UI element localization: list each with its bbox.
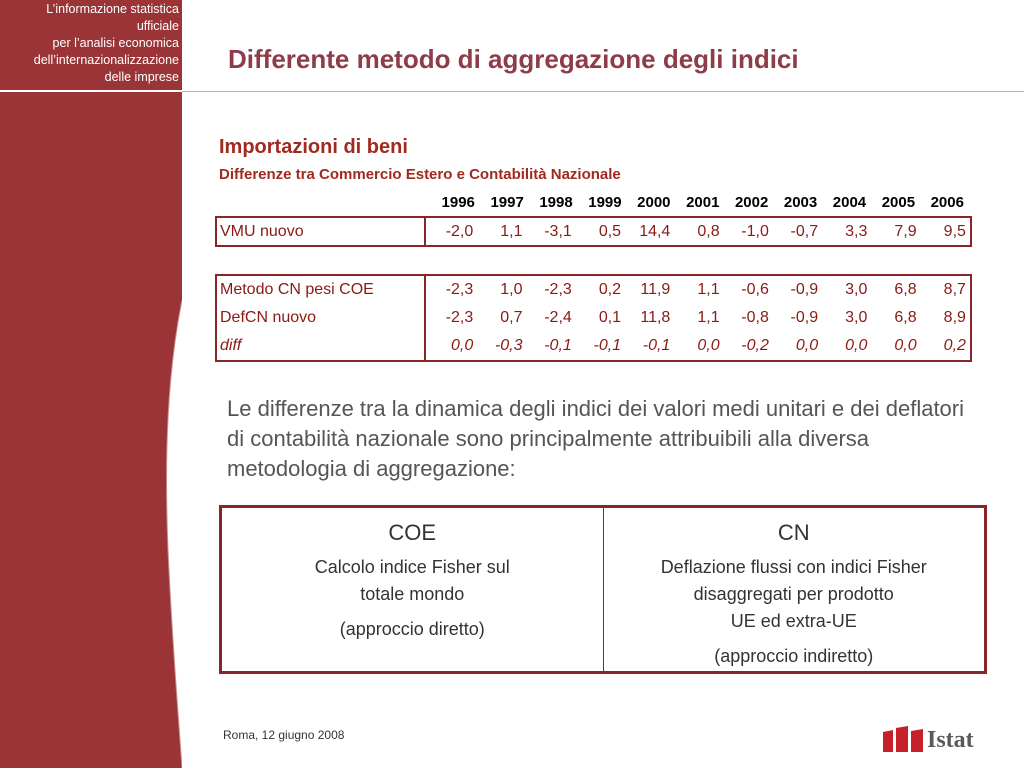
table-cell: 14,4: [639, 223, 671, 240]
cn-table: [215, 274, 972, 362]
sidebar-header: [0, 0, 182, 90]
table-cell: 11,9: [640, 281, 671, 298]
year-header-cell: 1997: [490, 194, 524, 211]
table-cell: 0,0: [795, 337, 819, 354]
table-cell: 6,8: [894, 281, 917, 298]
section-subtitle: Differenze tra Commercio Estero e Contabilità Nazionale: [219, 166, 621, 183]
table-cell: -2,4: [544, 309, 572, 326]
table-cell: -2,3: [445, 281, 474, 298]
table-cell: 8,7: [943, 281, 966, 298]
coe-column: [222, 508, 604, 671]
table-cell: -0,1: [642, 337, 671, 354]
table-row: [217, 218, 970, 246]
table-cell: 3,3: [845, 223, 868, 240]
cn-line: disaggregati per prodotto: [693, 584, 894, 604]
coe-line: (approccio diretto): [339, 619, 485, 639]
table-cell: 0,5: [598, 223, 622, 240]
table-cell: -0,9: [790, 281, 819, 298]
istat-logo-text: Istat: [927, 727, 974, 753]
table-cell: 0,8: [697, 223, 720, 240]
comparison-table: [219, 505, 987, 674]
table-cell: 1,1: [697, 309, 720, 326]
year-header-cell: 2001: [686, 194, 720, 211]
table-row: [217, 332, 970, 360]
sidebar-header-line: dell’internazionalizzazione: [33, 53, 179, 67]
coe-title: COE: [388, 520, 437, 545]
row-label: VMU nuovo: [217, 218, 426, 246]
table-cell: -2,3: [544, 281, 572, 298]
table-cell: -0,9: [790, 309, 819, 326]
year-header-cell: 2004: [832, 194, 867, 211]
header-divider: [182, 91, 1024, 92]
table-row: [217, 276, 970, 304]
year-header-cell: 2000: [637, 194, 671, 211]
table-cell: 0,0: [451, 337, 474, 354]
table-cell: -3,1: [544, 223, 572, 240]
row-label: DefCN nuovo: [217, 304, 426, 332]
year-header-cell: 2006: [930, 194, 964, 211]
cn-column: [604, 508, 985, 671]
table-cell: 1,0: [500, 281, 523, 298]
year-header-cell: 1998: [539, 194, 573, 211]
table-cell: 0,1: [598, 309, 622, 326]
table-cell: 7,9: [894, 223, 917, 240]
year-header-cell: 1999: [588, 194, 622, 211]
table-cell: 0,2: [598, 281, 622, 298]
table-cell: 0,2: [943, 337, 966, 354]
table-cell: -0,7: [790, 223, 819, 240]
sidebar: [0, 0, 182, 768]
vmu-table: [215, 216, 972, 247]
istat-flag-icon: [881, 725, 925, 753]
row-label: diff: [217, 332, 426, 360]
table-cell: 1,1: [697, 281, 720, 298]
table-cell: 1,1: [500, 223, 523, 240]
coe-line: totale mondo: [360, 584, 465, 604]
table-cell: 3,0: [845, 281, 868, 298]
table-cell: 9,5: [943, 223, 966, 240]
years-header: [430, 194, 968, 214]
row-label: Metodo CN pesi COE: [217, 276, 426, 304]
sidebar-divider: [0, 90, 182, 92]
table-cell: -0,3: [494, 337, 523, 354]
page-title: Differente metodo di aggregazione degli indici: [228, 44, 799, 74]
cn-line: (approccio indiretto): [714, 646, 874, 666]
table-cell: 3,0: [845, 309, 868, 326]
table-cell: 0,0: [894, 337, 917, 354]
year-header-cell: 2002: [734, 194, 769, 211]
section-title: Importazioni di beni: [219, 136, 408, 158]
table-cell: -0,6: [741, 281, 769, 298]
cn-line: Deflazione flussi con indici Fisher: [660, 557, 927, 577]
year-header-cell: 2003: [783, 194, 818, 211]
table-cell: 0,0: [845, 337, 868, 354]
coe-line: Calcolo indice Fisher sul: [314, 557, 510, 577]
table-row: [217, 304, 970, 332]
table-cell: 0,0: [697, 337, 720, 354]
sidebar-curve-decoration: [0, 300, 182, 768]
year-header-cell: 2005: [881, 194, 916, 211]
table-cell: 0,7: [500, 309, 523, 326]
year-header-cell: 1996: [441, 194, 475, 211]
cn-title: CN: [777, 520, 810, 545]
table-cell: -1,0: [741, 223, 769, 240]
table-cell: 11,8: [640, 309, 671, 326]
table-cell: -2,3: [445, 309, 474, 326]
table-cell: 6,8: [894, 309, 917, 326]
table-cell: -2,0: [445, 223, 474, 240]
table-cell: -0,2: [741, 337, 769, 354]
cn-line: UE ed extra-UE: [730, 611, 857, 631]
table-cell: 8,9: [943, 309, 966, 326]
sidebar-header-line: L’informazione statistica: [46, 2, 179, 16]
istat-logo: [881, 725, 981, 755]
footer-date: Roma, 12 giugno 2008: [223, 728, 345, 742]
body-text: Le differenze tra la dinamica degli indici dei valori medi unitari e dei deflatori di contabilità nazionale sono principalmente attribuibili alla diversa metodologia di aggregazione:: [227, 396, 964, 481]
sidebar-header-line: per l’analisi economica: [52, 36, 179, 50]
table-cell: -0,8: [741, 309, 769, 326]
table-cell: -0,1: [544, 337, 572, 354]
sidebar-header-line: delle imprese: [104, 70, 179, 84]
table-cell: -0,1: [593, 337, 622, 354]
sidebar-header-line: ufficiale: [136, 19, 179, 33]
